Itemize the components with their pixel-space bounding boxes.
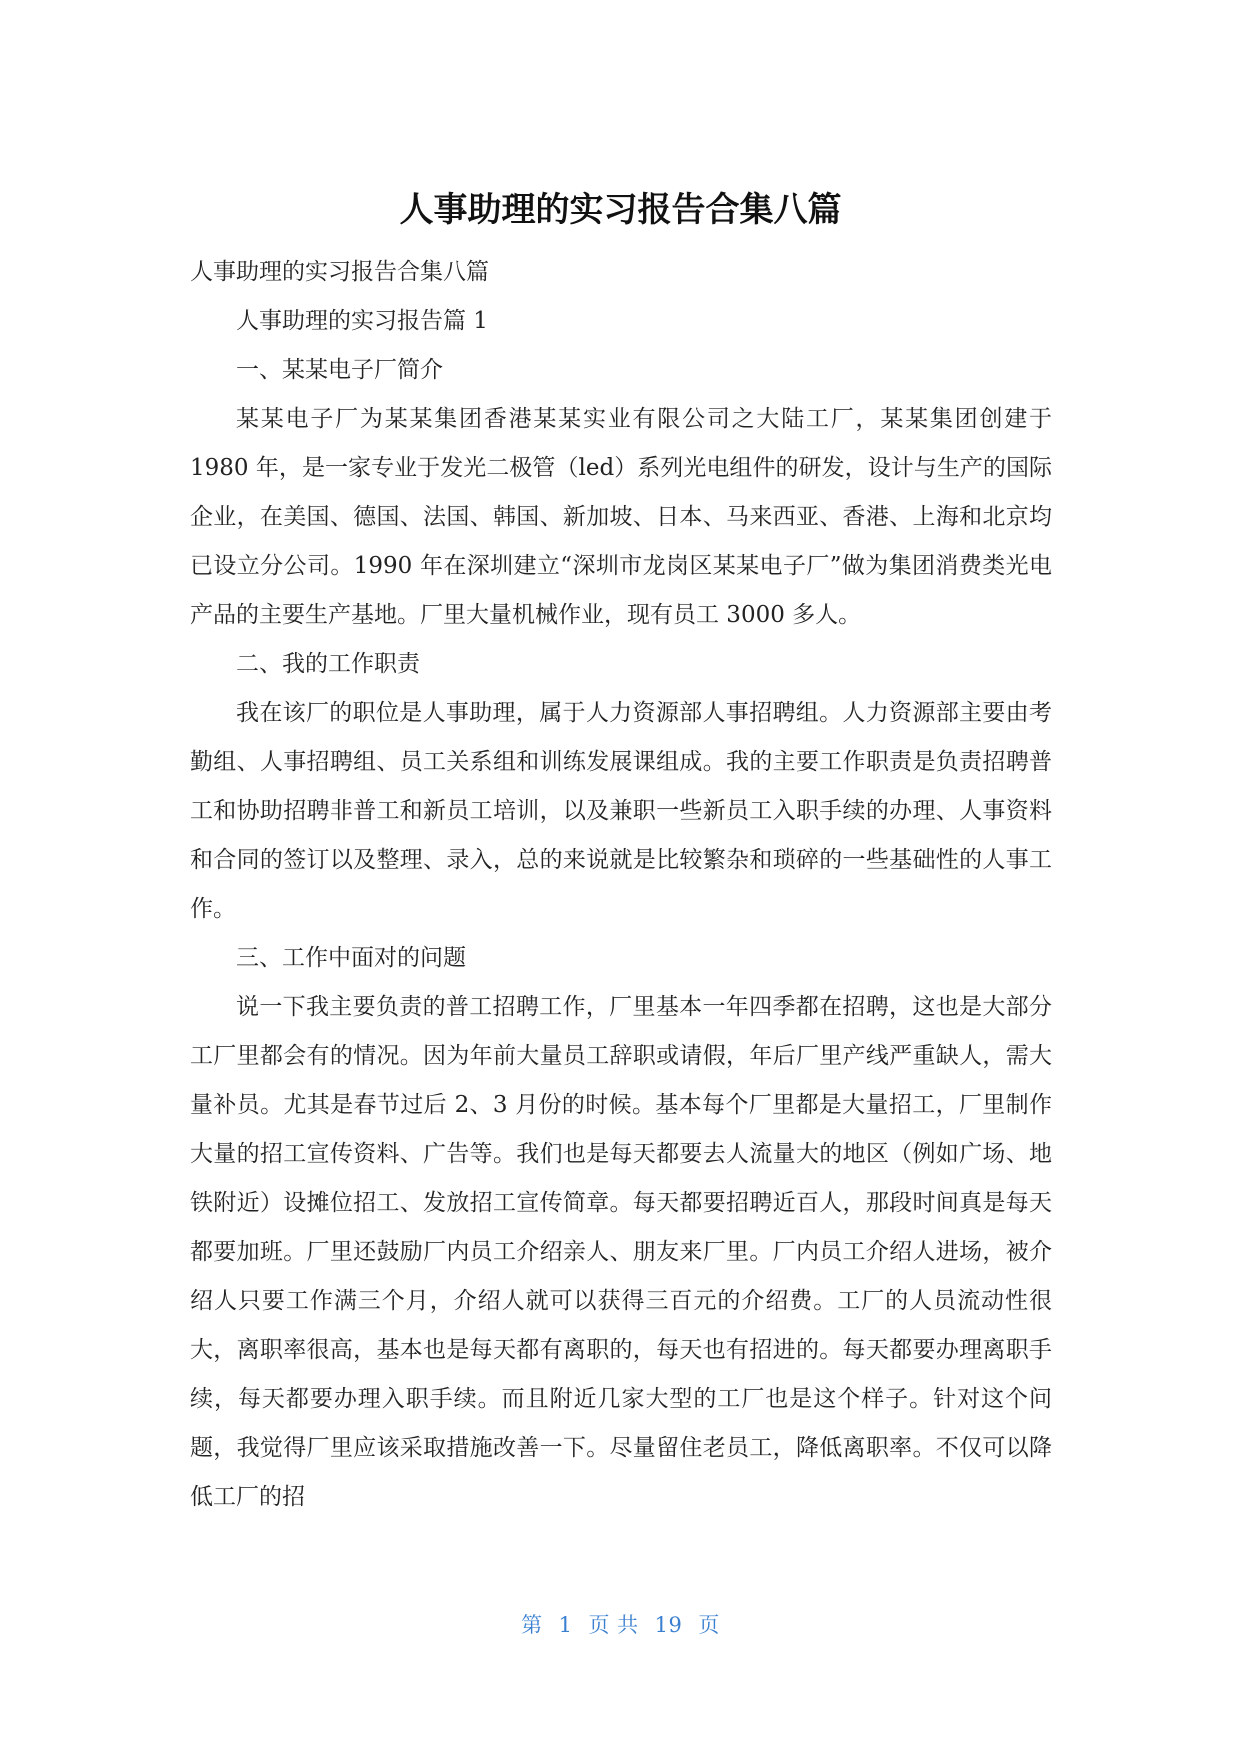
- footer-label-page: 第: [521, 1613, 543, 1637]
- page-footer: [0, 1610, 1241, 1640]
- document-paragraph: 我在该厂的职位是人事助理，属于人力资源部人事招聘组。人力资源部主要由考勤组、人事招聘组、员工关系组和训练发展课组成。我的主要工作职责是负责招聘普工和协助招聘非普工和新员工培训，以及兼职一些新员工入职手续的办理、人事资料和合同的签订以及整理、录入，总的来说就是比较繁杂和琐碎的一些基础性的人事工作。: [190, 700, 1052, 922]
- document-paragraph: 某某电子厂为某某集团香港某某实业有限公司之大陆工厂，某某集团创建于 1980 年，是一家专业于发光二极管（led）系列光电组件的研发，设计与生产的国际企业，在美国、德国、法国、韩国、新加坡、日本、马来西亚、香港、上海和北京均已设立分公司。1990 年在深圳建立“深圳市龙岗区某某电子厂”做为集团消费类光电产品的主要生产基地。厂里大量机械作业，现有员工 3000 多人。: [190, 406, 1052, 628]
- document-paragraph: 说一下我主要负责的普工招聘工作，厂里基本一年四季都在招聘，这也是大部分工厂里都会有的情况。因为年前大量员工辞职或请假，年后厂里产线严重缺人，需大量补员。尤其是春节过后 2、3 月份的时候。基本每个厂里都是大量招工，厂里制作大量的招工宣传资料、广告等。我们也是每天都要去人流量大的地区（例如广场、地铁附近）设摊位招工、发放招工宣传简章。每天都要招聘近百人，那段时间真是每天都要加班。厂里还鼓励厂内员工介绍亲人、朋友来厂里。厂内员工介绍人进场，被介绍人只要工作满三个月，介绍人就可以获得三百元的介绍费。工厂的人员流动性很大，离职率很高，基本也是每天都有离职的，每天也有招进的。每天都要办理离职手续，每天都要办理入职手续。而且附近几家大型的工厂也是这个样子。针对这个问题，我觉得厂里应该采取措施改善一下。尽量留住老员工，降低离职率。不仅可以降低工厂的招: [190, 994, 1052, 1510]
- document-paragraph: 二、我的工作职责: [236, 651, 420, 677]
- document-paragraph: 一、某某电子厂简介: [236, 357, 443, 383]
- document-title: 人事助理的实习报告合集八篇: [399, 190, 842, 230]
- footer-label-pages: 页: [698, 1613, 720, 1637]
- footer-current-page: 1: [558, 1613, 573, 1637]
- document-paragraph: 人事助理的实习报告合集八篇: [190, 259, 489, 285]
- footer-total-pages: 19: [654, 1613, 683, 1637]
- document-paragraph: 三、工作中面对的问题: [236, 945, 466, 971]
- document-body: [190, 248, 1052, 1522]
- footer-label-of: 页 共: [588, 1613, 639, 1637]
- document-paragraph: 人事助理的实习报告篇 1: [236, 308, 488, 334]
